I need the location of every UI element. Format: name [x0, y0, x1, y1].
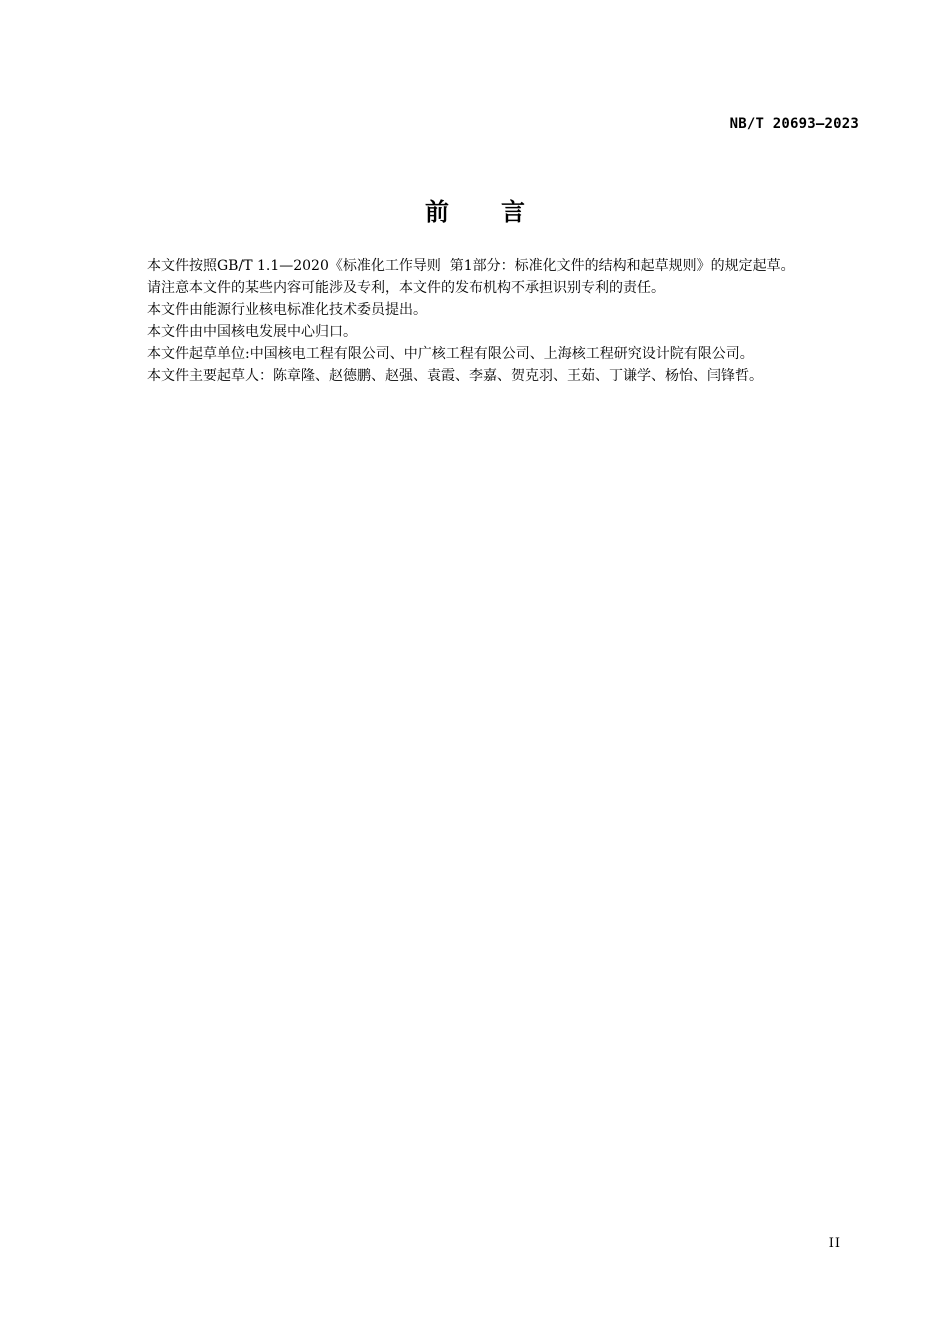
paragraph-drafting-rules: 本文件按照GB/T 1.1—2020《标准化工作导则 第1部分：标准化文件的结构和起草规则》的规定起草。	[147, 258, 795, 274]
paragraph-drafting-organizations: 本文件起草单位:中国核电工程有限公司、中广核工程有限公司、上海核工程研究设计院有限公司。	[147, 346, 754, 362]
page-number: II	[828, 1236, 841, 1251]
paragraph-centralized-by: 本文件由中国核电发展中心归口。	[147, 324, 357, 340]
page-title: 前言	[425, 198, 577, 226]
paragraph-drafters: 本文件主要起草人：陈章隆、赵德鹏、赵强、袁霞、李嘉、贺克羽、王茹、丁谦学、杨怡、闫锋哲。	[147, 368, 763, 384]
preface-body	[113, 255, 860, 387]
paragraph-proposed-by: 本文件由能源行业核电标准化技术委员提出。	[147, 302, 427, 318]
standard-number: NB/T 20693—2023	[729, 116, 859, 132]
paragraph-patent-notice: 请注意本文件的某些内容可能涉及专利，本文件的发布机构不承担识别专利的责任。	[147, 280, 665, 296]
